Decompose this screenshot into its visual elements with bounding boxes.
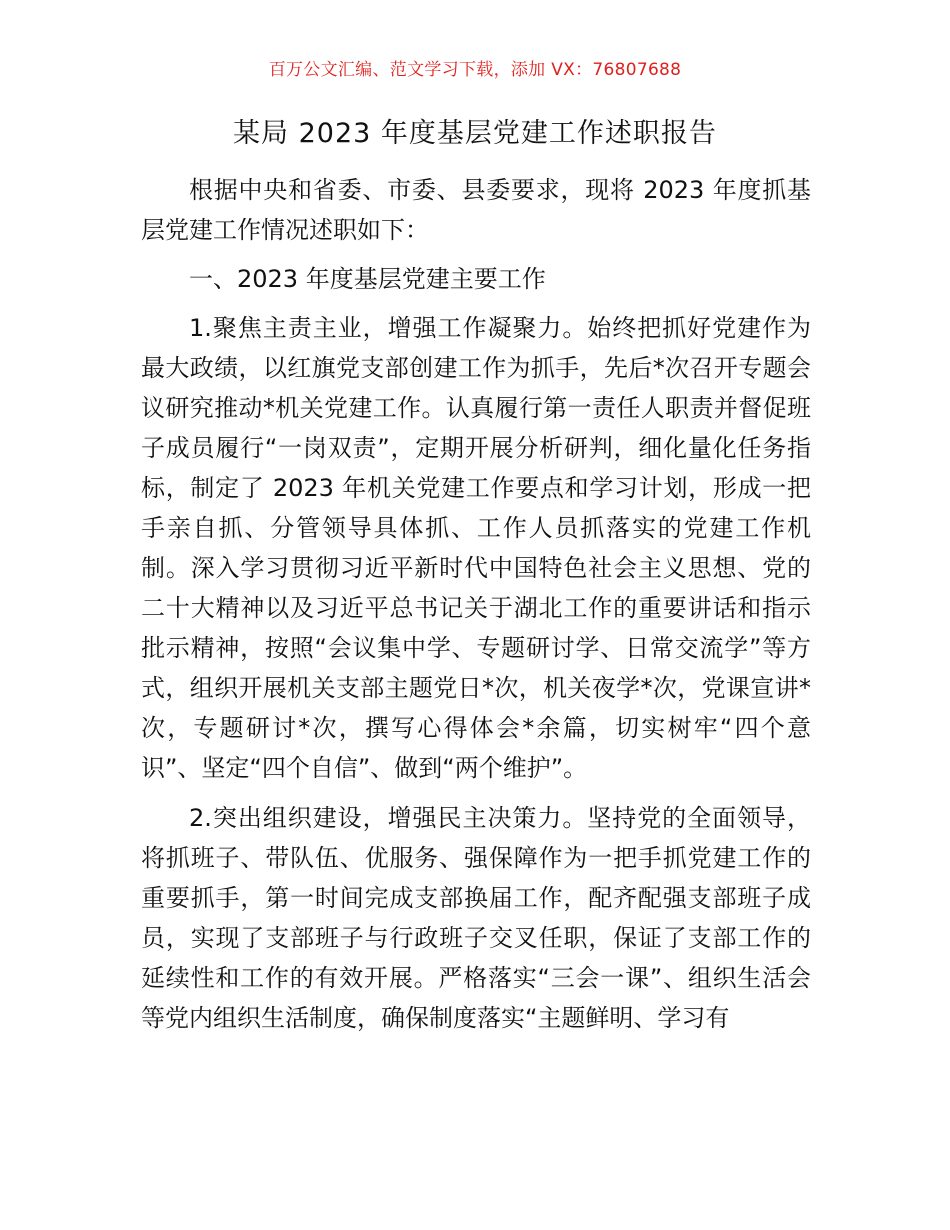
watermark-banner: 百万公文汇编、范文学习下载，添加 VX：76807688 — [268, 60, 682, 80]
body-paragraph-1: 1.聚焦主责主业，增强工作凝聚力。始终把抓好党建作为最大政绩，以红旗党支部创建工作为抓手，先后*次召开专题会议研究推动*机关党建工作。认真履行第一责任人职责并督促班子成员履行“一岗双责”，定期开展分析研判，细化量化任务指标，制定了 2023 年机关党建工作要点和学习计划，形成一把手亲自抓、分管领导具体抓、工作人员抓落实的党建工作机制。深入学习贯彻习近平新时代中国特色社会主义思想、党的二十大精神以及习近平总书记关于湖北工作的重要讲话和指示批示精神，按照“会议集中学、专题研讨学、日常交流学”等方式，组织开展机关支部主题党日*次，机关夜学*次，党课宣讲*次，专题研讨*次，撰写心得体会*余篇，切实树牢“四个意识”、坚定“四个自信”、做到“两个维护”。 — [141, 314, 811, 782]
body-paragraph-2: 2.突出组织建设，增强民主决策力。坚持党的全面领导，将抓班子、带队伍、优服务、强保障作为一把手抓党建工作的重要抓手，第一时间完成支部换届工作，配齐配强支部班子成员，实现了支部班子与行政班子交叉任职，保证了支部工作的延续性和工作的有效开展。严格落实“三会一课”、组织生活会等党内组织生活制度，确保制度落实“主题鲜明、学习有 — [141, 804, 811, 1032]
section-heading: 一、2023 年度基层党建主要工作 — [189, 265, 546, 293]
intro-paragraph: 根据中央和省委、市委、县委要求，现将 2023 年度抓基层党建工作情况述职如下： — [141, 176, 811, 244]
document-body — [141, 170, 811, 1038]
document-title: 某局 2023 年度基层党建工作述职报告 — [233, 118, 717, 149]
